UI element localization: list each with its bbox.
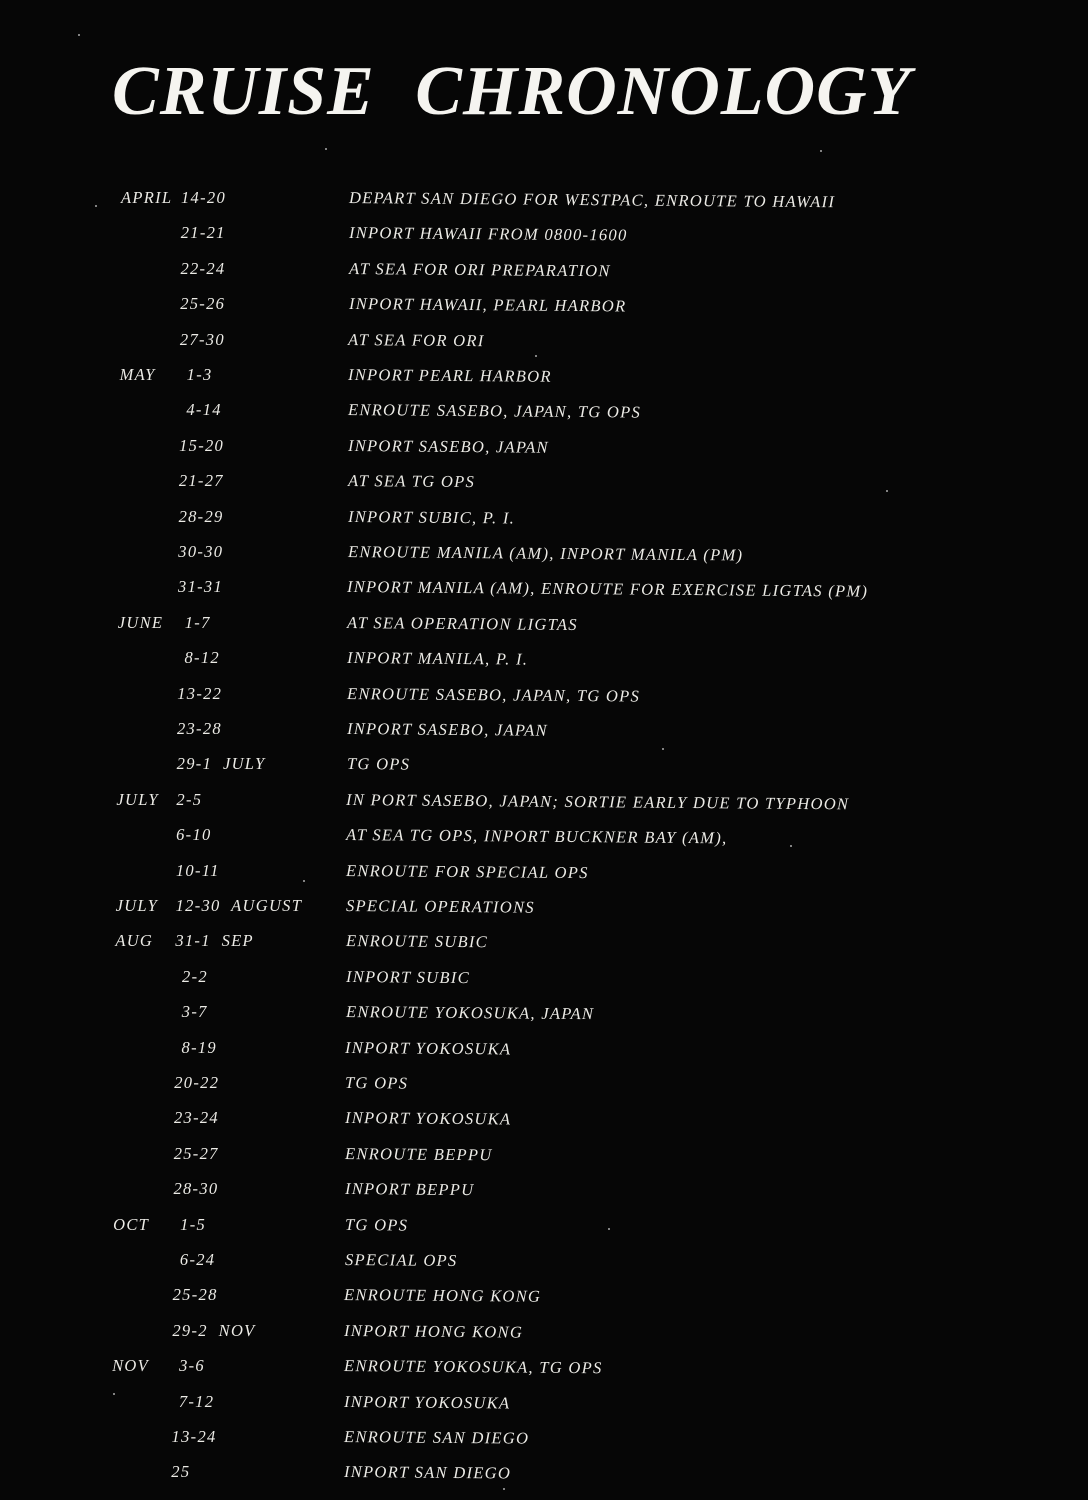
row-event: ENROUTE FOR SPECIAL OPS	[346, 860, 589, 882]
row-days: 3-6	[179, 1356, 205, 1376]
chronology-row	[0, 1250, 1000, 1276]
chronology-row	[0, 471, 1000, 497]
chronology-row	[0, 1002, 1000, 1028]
row-days: 28-30	[173, 1179, 219, 1199]
row-days: 8-12	[184, 648, 220, 668]
row-days: 7-12	[178, 1391, 215, 1411]
row-event: ENROUTE BEPPU	[344, 1143, 493, 1165]
chronology-row	[0, 330, 1000, 356]
row-event: SPECIAL OPS	[344, 1250, 458, 1270]
row-event: ENROUTE MANILA (AM), INPORT MANILA (PM)	[347, 542, 743, 565]
row-days: 30-30	[178, 542, 224, 561]
chronology-row	[0, 400, 1000, 426]
chronology-row	[0, 754, 1000, 780]
row-days: 28-29	[178, 506, 224, 526]
dust-speck	[325, 148, 327, 150]
row-event: IN PORT SASEBO, JAPAN; SORTIE EARLY DUE TO TYPHOON	[346, 789, 850, 814]
row-days: 25-28	[172, 1285, 218, 1305]
chronology-row	[0, 1285, 1000, 1311]
row-event: TG OPS	[344, 1214, 409, 1235]
dust-speck	[662, 748, 664, 750]
row-event: TG OPS	[345, 1073, 409, 1093]
row-event: INPORT BEPPU	[344, 1179, 475, 1200]
chronology-row	[0, 1108, 1000, 1134]
chronology-row	[0, 1356, 1000, 1382]
row-event: ENROUTE SASEBO, JAPAN, TG OPS	[346, 683, 641, 706]
dust-speck	[790, 845, 792, 847]
row-event: ENROUTE SAN DIEGO	[343, 1427, 530, 1448]
row-month: JULY	[116, 789, 159, 809]
row-event: INPORT SUBIC	[345, 966, 470, 987]
row-days: 8-19	[181, 1037, 217, 1057]
row-days: 15-20	[179, 435, 225, 455]
dust-speck	[608, 1228, 610, 1230]
row-days: 2-5	[176, 789, 203, 809]
row-event: INPORT SASEBO, JAPAN	[347, 435, 549, 457]
row-month: APRIL	[121, 188, 173, 207]
row-days: 13-24	[171, 1427, 217, 1446]
chronology-row	[0, 507, 1000, 533]
chronology-row	[0, 1427, 1000, 1453]
row-days: 25-27	[173, 1143, 219, 1163]
dust-speck	[95, 205, 97, 207]
chronology-row	[0, 365, 1000, 391]
row-event: INPORT HAWAII FROM 0800-1600	[348, 223, 628, 245]
row-days: 29-1 JULY	[176, 754, 266, 774]
row-event: AT SEA FOR ORI PREPARATION	[348, 258, 611, 281]
dust-speck	[820, 150, 822, 152]
chronology-row	[0, 719, 1000, 745]
row-month: OCT	[113, 1214, 150, 1234]
row-days: 20-22	[174, 1073, 220, 1092]
row-days: 10-11	[175, 860, 220, 880]
row-days: 6-10	[176, 825, 212, 845]
chronology-row	[0, 259, 1000, 285]
row-days: 25	[171, 1462, 191, 1482]
chronology-row	[0, 613, 1000, 639]
row-event: TG OPS	[346, 754, 410, 774]
row-event: DEPART SAN DIEGO FOR WESTPAC, ENROUTE TO HAWAII	[348, 188, 836, 212]
chronology-row	[0, 294, 1000, 320]
chronology-row	[0, 1038, 1000, 1064]
chronology-row	[0, 542, 1000, 568]
row-days: 22-24	[180, 258, 226, 278]
row-days: 25-26	[180, 294, 226, 314]
row-days: 2-2	[182, 966, 208, 986]
row-days: 31-31	[178, 577, 224, 597]
row-event: INPORT HAWAII, PEARL HARBOR	[348, 294, 627, 316]
row-days: 1-3	[186, 365, 213, 384]
row-event: INPORT MANILA (AM), ENROUTE FOR EXERCISE LIGTAS (PM)	[347, 577, 869, 601]
row-event: ENROUTE YOKOSUKA, TG OPS	[344, 1356, 603, 1378]
chronology-row	[0, 188, 1000, 214]
row-days: 27-30	[179, 329, 225, 349]
dust-speck	[503, 1488, 505, 1490]
dust-speck	[303, 880, 305, 882]
row-event: ENROUTE YOKOSUKA, JAPAN	[345, 1002, 594, 1024]
row-days: 1-7	[184, 612, 211, 632]
row-days: 12-30 AUGUST	[175, 896, 303, 915]
row-event: INPORT YOKOSUKA	[345, 1037, 512, 1059]
chronology-row	[0, 1144, 1000, 1170]
row-days: 4-14	[186, 400, 222, 420]
chronology-row	[0, 1462, 1000, 1488]
row-event: AT SEA FOR ORI	[348, 329, 486, 350]
row-event: ENROUTE HONG KONG	[344, 1285, 542, 1307]
row-event: INPORT SUBIC, P. I.	[347, 506, 515, 528]
row-days: 21-27	[178, 471, 224, 491]
chronology-row	[0, 790, 1000, 816]
row-event: INPORT HONG KONG	[344, 1320, 524, 1342]
dust-speck	[78, 34, 80, 36]
row-event: SPECIAL OPERATIONS	[345, 896, 535, 917]
row-event: AT SEA TG OPS	[347, 471, 475, 492]
row-event: INPORT SAN DIEGO	[343, 1462, 511, 1483]
chronology-row	[0, 223, 1000, 249]
dust-speck	[535, 355, 537, 357]
row-days: 21-21	[180, 223, 226, 243]
dust-speck	[113, 1393, 115, 1395]
row-days: 29-2 NOV	[172, 1320, 256, 1340]
row-days: 23-28	[176, 719, 222, 738]
chronology-row	[0, 577, 1000, 603]
row-month: JUNE	[117, 612, 164, 632]
row-month: JULY	[115, 896, 159, 915]
row-event: AT SEA TG OPS, INPORT BUCKNER BAY (AM),	[346, 825, 728, 848]
dust-speck	[886, 490, 888, 492]
row-event: AT SEA OPERATION LIGTAS	[347, 612, 579, 634]
row-days: 23-24	[173, 1108, 219, 1128]
chronology-row	[0, 1179, 1000, 1205]
chronology-row	[0, 1392, 1000, 1418]
row-days: 31-1 SEP	[175, 931, 254, 951]
chronology-row	[0, 1321, 1000, 1347]
chronology-row	[0, 896, 1000, 922]
row-month: AUG	[115, 931, 154, 951]
chronology-row	[0, 1073, 1000, 1099]
row-event: INPORT YOKOSUKA	[345, 1108, 512, 1129]
page-title: CRUISE CHRONOLOGY	[112, 53, 912, 130]
row-event: ENROUTE SUBIC	[345, 931, 488, 952]
row-days: 14-20	[181, 188, 226, 207]
chronology-row	[0, 1215, 1000, 1241]
chronology-row	[0, 825, 1000, 851]
row-event: INPORT SASEBO, JAPAN	[346, 719, 548, 740]
row-event: INPORT PEARL HARBOR	[348, 365, 553, 386]
row-event: ENROUTE SASEBO, JAPAN, TG OPS	[348, 400, 642, 422]
row-days: 3-7	[181, 1002, 208, 1022]
chronology-row	[0, 967, 1000, 993]
row-days: 6-24	[179, 1250, 216, 1269]
row-days: 1-5	[180, 1214, 207, 1234]
row-month: MAY	[119, 365, 156, 384]
chronology-row	[0, 684, 1000, 710]
chronology-row	[0, 648, 1000, 674]
chronology-row	[0, 931, 1000, 957]
chronology-row	[0, 436, 1000, 462]
chronology-row	[0, 861, 1000, 887]
row-month: NOV	[112, 1356, 149, 1376]
row-days: 13-22	[177, 683, 223, 703]
row-event: INPORT YOKOSUKA	[343, 1391, 511, 1413]
row-event: INPORT MANILA, P. I.	[346, 648, 529, 669]
